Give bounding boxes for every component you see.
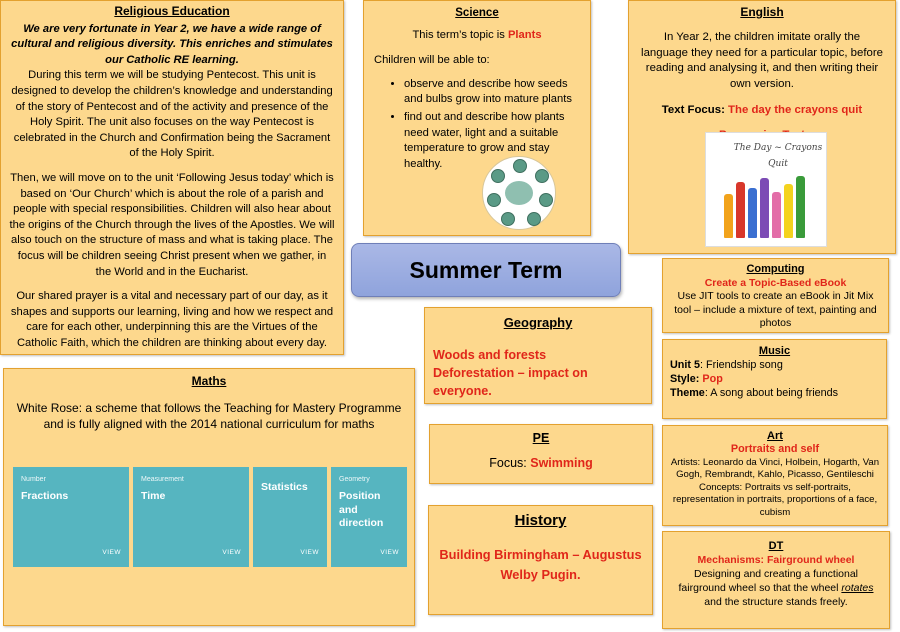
- maths-body: White Rose: a scheme that follows the Teaching for Mastery Programme and is fully aligned with the 2014 national curriculum for maths: [16, 401, 402, 431]
- maths-card-category: Number: [21, 476, 46, 483]
- dt-title: DT: [768, 540, 784, 552]
- english-focus-label: Text Focus:: [661, 103, 729, 116]
- computing-panel: [662, 258, 889, 333]
- computing-title: Computing: [746, 263, 805, 275]
- dt-body: [670, 567, 882, 609]
- maths-card-fractions[interactable]: [13, 467, 129, 567]
- pe-focus-value: Swimming: [530, 456, 593, 470]
- maths-card-name: Fractions: [21, 490, 69, 502]
- music-panel: [662, 339, 887, 419]
- maths-card-category: Geometry: [339, 476, 370, 483]
- maths-title: Maths: [191, 374, 227, 388]
- music-title: Music: [758, 345, 791, 357]
- maths-card-statistics[interactable]: [253, 467, 327, 567]
- science-topic: [374, 28, 580, 44]
- science-bullet: • observe and describe how seeds and bulbs grow into mature plants: [404, 77, 580, 108]
- pe-focus-label: Focus:: [489, 456, 531, 470]
- maths-card-time[interactable]: [133, 467, 249, 567]
- music-theme-value: : A song about being friends: [704, 387, 839, 399]
- english-panel: [628, 0, 896, 254]
- summer-term-title: Summer Term: [351, 243, 621, 297]
- english-body: In Year 2, the children imitate orally the language they need for a particular topic, before reading and analysing it, and then writing their own version.: [641, 30, 883, 91]
- geography-panel: [424, 307, 652, 404]
- pe-title: PE: [532, 431, 550, 445]
- music-unit-label: Unit 5: [670, 359, 700, 371]
- music-theme-label: Theme: [670, 387, 705, 399]
- plant-life-cycle-icon: [482, 156, 556, 230]
- re-panel: [0, 0, 344, 355]
- maths-card-name: Time: [141, 490, 166, 502]
- maths-card-view-link[interactable]: VIEW: [102, 549, 121, 556]
- music-style-label: Style:: [670, 373, 703, 385]
- book-cover-icon: The Day ~ Crayons Quit: [705, 132, 827, 247]
- english-focus: [639, 103, 885, 119]
- maths-card-view-link[interactable]: VIEW: [380, 549, 399, 556]
- maths-panel: [3, 368, 415, 626]
- re-title: Religious Education: [114, 4, 230, 18]
- pe-focus: [438, 455, 644, 471]
- english-title: English: [740, 5, 784, 19]
- maths-card-name: Position and direction: [339, 490, 384, 529]
- re-paragraph-1: During this term we will be studying Pentecost. This unit is designed to develop the children’s knowledge and understanding of the story of Pentecost and of the activity and presence of the Holy Spirit. The unit also focuses on the way Pentecost is celebrated in the Church and Confirmation being the Sacrament of the Holy Spirit.: [11, 69, 333, 160]
- science-topic-value: Plants: [507, 28, 542, 41]
- history-body: Building Birmingham – Augustus Welby Pugin.: [439, 547, 642, 582]
- dt-body-post: and the structure stands freely.: [704, 596, 848, 608]
- art-artists: Artists: Leonardo da Vinci, Holbein, Hogarth, Van Gogh, Rembrandt, Kahlo, Picasso, Gentileschi: [670, 456, 880, 480]
- dt-body-emphasis: rotates: [841, 582, 874, 594]
- maths-card-category: Measurement: [141, 476, 184, 483]
- dt-subtitle: Mechanisms: Fairground wheel: [697, 554, 855, 566]
- art-concepts: Concepts: Portraits vs self-portraits, representation in portraits, proportions of a face, cubism: [672, 481, 878, 518]
- english-focus-value: The day the crayons quit: [728, 103, 863, 116]
- geography-title: Geography: [503, 315, 573, 330]
- history-title: History: [514, 512, 567, 529]
- re-intro: We are very fortunate in Year 2, we have a wide range of cultural and religious diversity. This enriches and stimulates our Catholic RE learning.: [11, 22, 333, 66]
- maths-card-position-direction[interactable]: [331, 467, 407, 567]
- dt-panel: [662, 531, 890, 629]
- maths-topic-cards: [13, 467, 407, 567]
- music-unit-value: : Friendship song: [700, 359, 783, 371]
- science-bullet: • find out and describe how plants need water, light and a suitable temperature to grow and stay healthy.: [404, 110, 580, 172]
- science-able: Children will be able to:: [374, 54, 490, 67]
- music-style: [670, 372, 879, 386]
- science-panel: [363, 0, 591, 236]
- geography-line-1: Woods and forests: [433, 348, 547, 362]
- science-topic-prefix: This term’s topic is: [412, 28, 508, 41]
- science-title: Science: [455, 7, 499, 19]
- science-bullets: [374, 77, 580, 173]
- dt-body-pre: Designing and creating a functional fairground wheel so that the wheel: [678, 568, 859, 594]
- maths-card-name: Statistics: [261, 481, 308, 493]
- re-paragraph-2: Then, we will move on to the unit ‘Following Jesus today’ which is based on ‘Our Church’ which is about the role of a parish and people with special responsibilities. Children will also hear about the origins of the Church through the lives of the Apostles. We will also touch on the structure of mass and what is taking place. The focus will be children seeing Christ present when we gather, in the World and in the Eucharist.: [9, 171, 335, 278]
- computing-body: Use JIT tools to create an eBook in Jit Mix tool – include a mixture of text, painting and photos: [674, 290, 877, 329]
- maths-card-view-link[interactable]: VIEW: [300, 549, 319, 556]
- art-panel: [662, 425, 888, 526]
- music-theme: [670, 386, 879, 400]
- pe-panel: [429, 424, 653, 484]
- history-panel: [428, 505, 653, 615]
- music-style-value: Pop: [702, 373, 723, 385]
- music-unit: [670, 358, 879, 372]
- re-paragraph-3: Our shared prayer is a vital and necessary part of our day, as it shapes and supports our learning, living and how we respect and care for each other, underpinning this are the Virtues of the Catholic Faith, which the children are thinking about every day.: [10, 290, 334, 349]
- computing-subtitle: Create a Topic-Based eBook: [704, 276, 847, 289]
- maths-card-view-link[interactable]: VIEW: [222, 549, 241, 556]
- art-title: Art: [767, 430, 783, 442]
- geography-line-2: Deforestation – impact on everyone.: [433, 366, 588, 398]
- art-subtitle: Portraits and self: [730, 443, 820, 455]
